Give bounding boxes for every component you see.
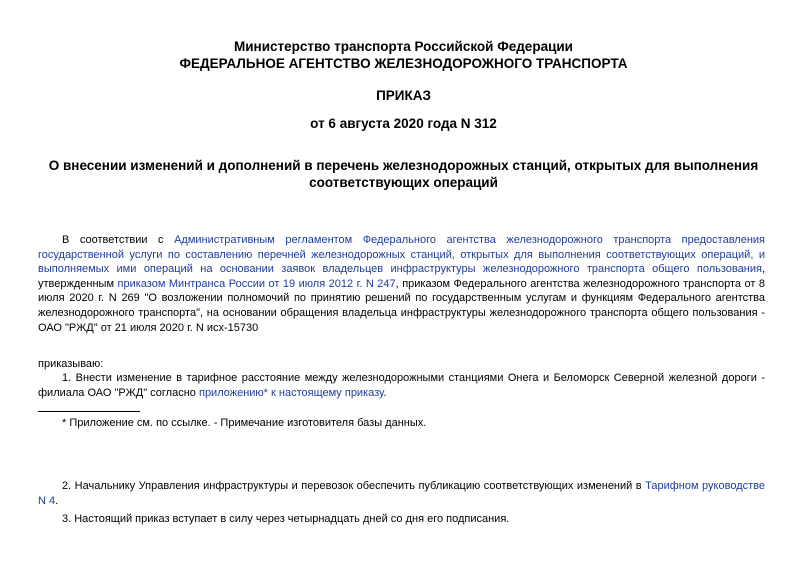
preamble-text-3: , приказом Федерального агентства железнодорожного транспорта от 8 июля 2020 г. N 269 "О возложении полномочий по принятию решений по государственным услугам и функциям Федерального агентства железнодорожного транспорта", на основании обращения владельца инфраструктуры железнодорожного транспорта общего пользования - ОАО "РЖД" от 21 июля 2020 г. N исх-15730 [38, 277, 766, 334]
footnote-divider [38, 411, 140, 412]
document-date-number: от 6 августа 2020 года N 312 [310, 116, 497, 131]
tariff-guide-link[interactable]: Тарифном руководстве N 4 [38, 480, 765, 507]
ministry-name: Министерство транспорта Российской Федерации [234, 39, 573, 54]
item-2-paragraph [38, 479, 765, 508]
item-2-text: 2. Начальнику Управления инфраструктуры и перевозок обеспечить публикацию соответствующих изменений в [62, 480, 646, 492]
preamble-text-2: , утвержденным [38, 263, 765, 290]
item-3-paragraph: 3. Настоящий приказ вступает в силу через четырнадцать дней со дня его подписания. [62, 513, 510, 525]
item-1-text: 1. Внести изменение в тарифное расстояние между железнодорожными станциями Онега и Беломорск Северной железной дороги - филиала ОАО "РЖД" согласно [38, 372, 765, 399]
preamble-text-1: В соответствии с [62, 234, 175, 246]
document-title: О внесении изменений и дополнений в перечень железнодорожных станций, открытых для выполнения соответствующих операций [48, 158, 759, 190]
agency-name: ФЕДЕРАЛЬНОЕ АГЕНТСТВО ЖЕЛЕЗНОДОРОЖНОГО ТРАНСПОРТА [179, 56, 628, 71]
item-2-end: . [55, 494, 59, 507]
reglament-link[interactable]: Административным регламентом Федерального агентства железнодорожного транспорта предоставления государственной услуги по составлению перечней железнодорожных станций, открытых для выполнения соответствующих операций, и выполняемых ими операций на основании заявок владельцев инфраструктуры железнодорожного транспорта общего пользования [38, 234, 766, 276]
footnote: * Приложение см. по ссылке. - Примечание изготовителя базы данных. [62, 417, 427, 429]
preamble-paragraph [38, 233, 765, 335]
item-1-paragraph [38, 371, 765, 400]
mintrans-order-link[interactable]: приказом Минтранса России от 19 июля 2012 г. N 247 [117, 277, 396, 290]
item-1-end: . [383, 386, 387, 399]
appendix-link[interactable]: приложению* к настоящему приказу [198, 386, 384, 399]
order-word: приказываю: [38, 358, 104, 370]
document-type: ПРИКАЗ [376, 88, 431, 103]
